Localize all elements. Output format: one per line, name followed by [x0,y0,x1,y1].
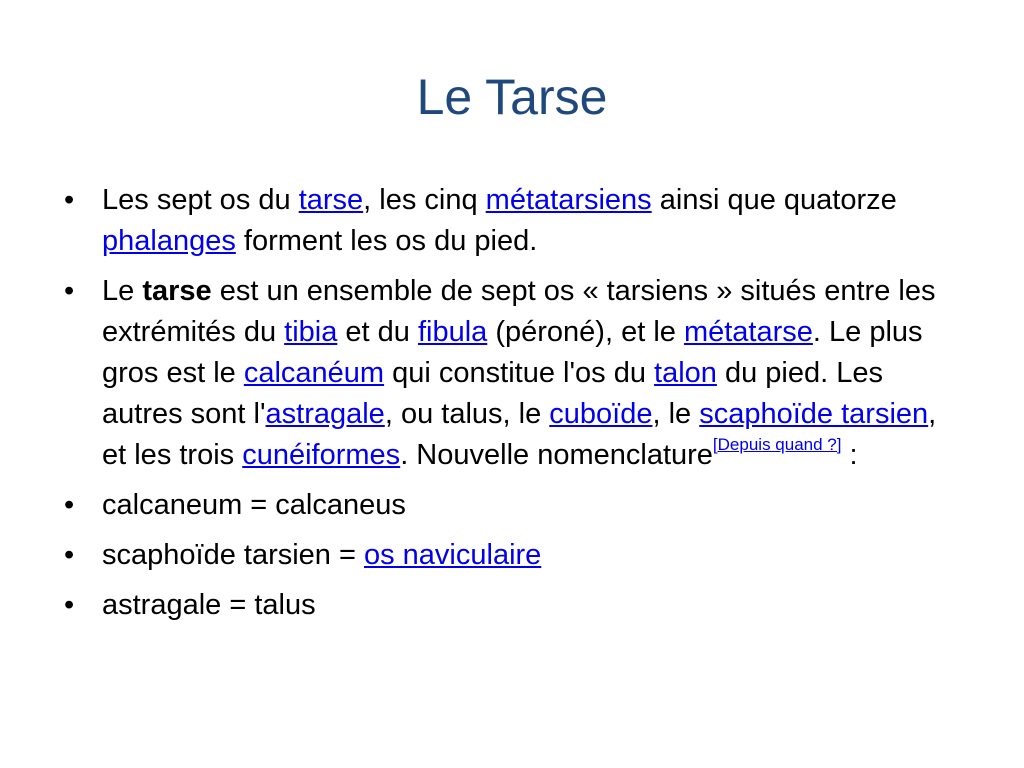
link-depuis-quand[interactable]: [Depuis quand ?] [712,435,842,454]
bullet-item-1 [60,180,960,262]
text: et du [337,316,418,348]
text: calcaneum = calcaneus [102,489,406,521]
text: (péroné), et le [487,316,684,348]
text: Le [102,275,143,307]
text: . Le plus gros est le [102,316,923,389]
text: ainsi que quatorze [651,184,897,216]
link-fibula[interactable]: fibula [417,316,488,348]
link-cuneiformes[interactable]: cunéiformes [242,439,401,471]
link-tarse[interactable]: tarse [298,184,364,216]
text: . Nouvelle nomenclature [400,439,713,471]
bullet-item-4 [60,535,960,576]
link-os-naviculaire[interactable]: os naviculaire [363,539,542,571]
link-tibia[interactable]: tibia [284,316,338,348]
text: Les sept os du [102,184,299,216]
text: astragale = talus [102,589,316,621]
text: , le [652,398,700,430]
bullet-list [60,180,960,635]
bullet-item-5 [60,585,960,626]
text: qui constitue l'os du [384,357,655,389]
text: , et les trois [102,398,937,471]
text: est un ensemble de sept os « tarsiens » situés entre les extrémités du [102,275,936,348]
link-metatarsiens[interactable]: métatarsiens [485,184,652,216]
bullet-item-3 [60,485,960,526]
link-astragale[interactable]: astragale [265,398,385,430]
text: , ou talus, le [384,398,550,430]
link-phalanges[interactable]: phalanges [102,225,236,257]
link-talon[interactable]: talon [654,357,717,389]
link-calcaneum[interactable]: calcanéum [243,357,385,389]
bullet-item-2 [60,271,960,476]
text: du pied. Les autres sont l' [102,357,883,430]
slide-title: Le Tarse [416,69,608,125]
bold-tarse: tarse [142,275,212,307]
link-scaphoide-tarsien[interactable]: scaphoïde tarsien [699,398,929,430]
text: : [841,439,858,471]
link-metatarse[interactable]: métatarse [683,316,813,348]
text: , les cinq [363,184,486,216]
text: forment les os du pied. [235,225,538,257]
link-cuboide[interactable]: cuboïde [549,398,653,430]
text: scaphoïde tarsien = [102,539,364,571]
